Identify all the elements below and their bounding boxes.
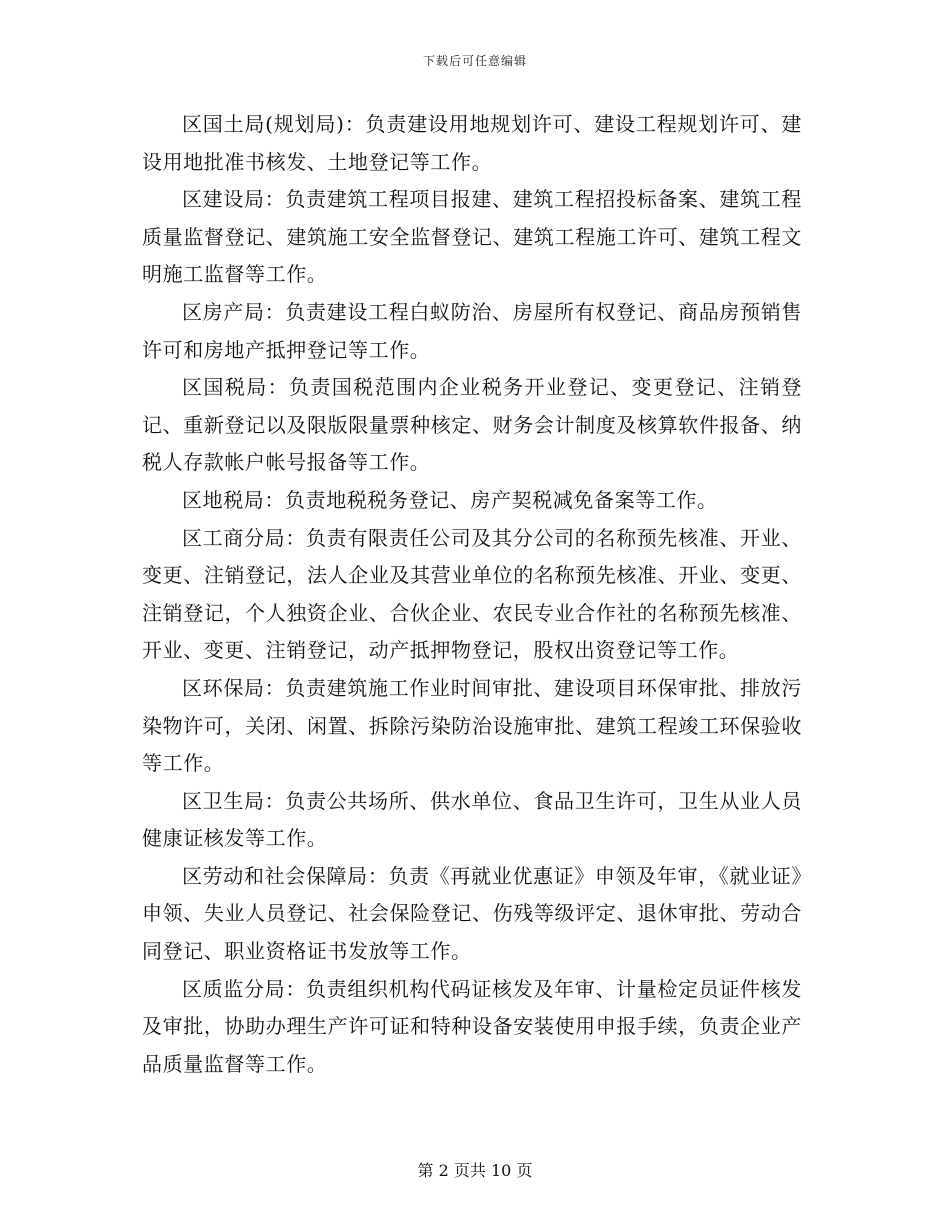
page-number: 第 2 页共 10 页 — [417, 1161, 533, 1180]
paragraph-quality-supervision-bureau: 区质监分局：负责组织机构代码证核发及年审、计量检定员证件核发及审批，协助办理生产许可证和特种设备安装使用申报手续，负责企业产品质量监督等工作。 — [142, 976, 802, 1076]
paragraph-labor-social-security-bureau: 区劳动和社会保障局：负责《再就业优惠证》申领及年审，《就业证》申领、失业人员登记、社会保险登记、伤残等级评定、退休审批、劳动合同登记、职业资格证书发放等工作。 — [142, 863, 802, 964]
document-body — [142, 106, 802, 1083]
page-header: 下载后可任意编辑 — [422, 54, 527, 68]
paragraph-housing-bureau: 区房产局：负责建设工程白蚁防治、房屋所有权登记、商品房预销售许可和房地产抵押登记等工作。 — [142, 299, 802, 362]
paragraph-construction-bureau: 区建设局：负责建筑工程项目报建、建筑工程招投标备案、建筑工程质量监督登记、建筑施工安全监督登记、建筑工程施工许可、建筑工程文明施工监督等工作。 — [142, 187, 802, 287]
paragraph-health-bureau: 区卫生局：负责公共场所、供水单位、食品卫生许可，卫生从业人员健康证核发等工作。 — [142, 788, 802, 851]
paragraph-industry-commerce-bureau: 区工商分局：负责有限责任公司及其分公司的名称预先核准、开业、变更、注销登记，法人企业及其营业单位的名称预先核准、开业、变更、注销登记，个人独资企业、合伙企业、农民专业合作社的名称预先核准、开业、变更、注销登记，动产抵押物登记，股权出资登记等工作。 — [142, 525, 802, 663]
paragraph-national-tax-bureau: 区国税局：负责国税范围内企业税务开业登记、变更登记、注销登记、重新登记以及限版限量票种核定、财务会计制度及核算软件报备、纳税人存款帐户帐号报备等工作。 — [142, 375, 802, 475]
paragraph-local-tax-bureau: 区地税局：负责地税税务登记、房产契税减免备案等工作。 — [182, 487, 718, 512]
paragraph-environmental-bureau: 区环保局：负责建筑施工作业时间审批、建设项目环保审批、排放污染物许可，关闭、闲置、拆除污染防治设施审批、建筑工程竣工环保验收等工作。 — [142, 675, 802, 776]
paragraph-land-bureau: 区国土局(规划局)：负责建设用地规划许可、建设工程规划许可、建设用地批准书核发、土地登记等工作。 — [142, 112, 802, 174]
